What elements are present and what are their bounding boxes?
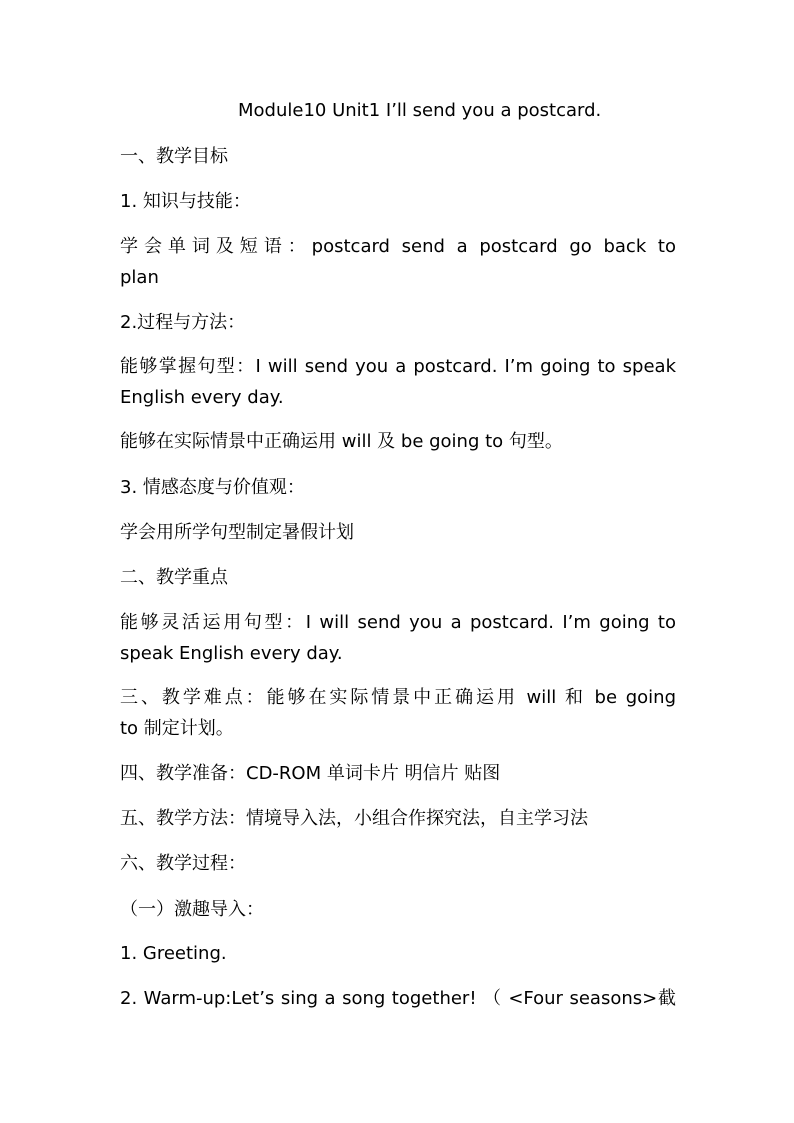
paragraph-line: 学会用所学句型制定暑假计划 xyxy=(120,522,354,543)
list-item: 2. Warm-up:Let’s sing a song together! （ <Four seasons>截 xyxy=(120,988,676,1009)
paragraph-line: 学会单词及短语：postcard send a postcard go back to xyxy=(120,236,676,257)
section-heading-difficulties: 三、教学难点：能够在实际情景中正确运用 will 和 be going xyxy=(120,687,676,708)
subheading-lead-in: （一）激趣导入： xyxy=(120,899,264,920)
section-heading-methods: 五、教学方法：情境导入法，小组合作探究法，自主学习法 xyxy=(120,808,588,829)
section-heading-objectives: 一、教学目标 xyxy=(120,146,228,167)
paragraph-line: 能够掌握句型：I will send you a postcard. I’m going to speak xyxy=(120,356,676,377)
paragraph-line: to 制定计划。 xyxy=(120,718,234,739)
section-heading-process: 六、教学过程： xyxy=(120,853,246,874)
paragraph-line: English every day. xyxy=(120,387,284,408)
subheading-knowledge-skills: 1. 知识与技能： xyxy=(120,191,251,212)
section-heading-preparation: 四、教学准备：CD-ROM 单词卡片 明信片 贴图 xyxy=(120,763,501,784)
document-title: Module10 Unit1 I’ll send you a postcard. xyxy=(238,100,602,121)
paragraph-line: speak English every day. xyxy=(120,643,343,664)
subheading-process-methods: 2.过程与方法： xyxy=(120,312,246,333)
list-item: 1. Greeting. xyxy=(120,943,227,964)
section-heading-key-points: 二、教学重点 xyxy=(120,567,228,588)
paragraph-line: 能够在实际情景中正确运用 will 及 be going to 句型。 xyxy=(120,431,563,452)
paragraph-line: plan xyxy=(120,267,159,288)
paragraph-line: 能够灵活运用句型：I will send you a postcard. I’m going to xyxy=(120,612,676,633)
subheading-attitude-values: 3. 情感态度与价值观： xyxy=(120,477,305,498)
